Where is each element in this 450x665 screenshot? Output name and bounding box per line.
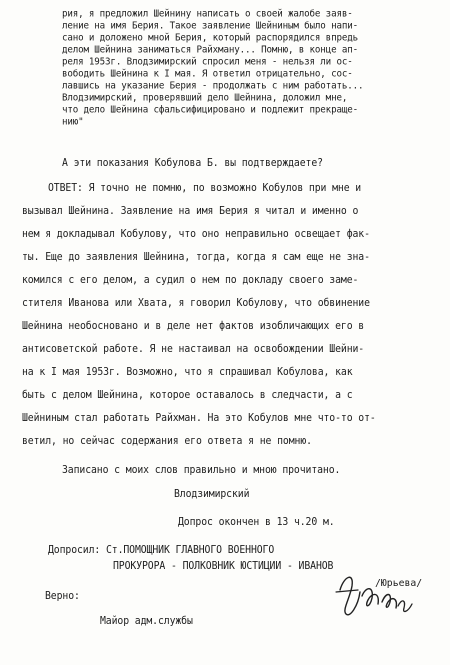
verified-label: Верно:: [45, 589, 80, 603]
answer-line-7: Шейнина необосновано и в деле нет фактов изобличающих его в: [22, 319, 365, 333]
answer-line-6: стителя Иванова или Хвата, я говорил Кобулову, что обвинение: [22, 296, 370, 310]
signatory-surname: Влодзимирский: [174, 487, 250, 501]
handwritten-signature: [332, 562, 442, 622]
question-line: А эти показания Кобулова Б. вы подтверждаете?: [62, 156, 323, 170]
quote-line-9: что дело Шейнина сфальсифицировано и подлежит прекраще-: [62, 103, 358, 116]
quote-line-3: сано и доложено мной Берия, который распорядился впредь: [62, 31, 358, 44]
answer-line-3: нем я докладывал Кобулову, что оно неправильно освещает фак-: [22, 227, 370, 241]
quote-line-10: нию": [62, 115, 84, 128]
answer-line-8: антисоветской работе. Я не настаивал на освобождении Шейни-: [22, 342, 365, 356]
answer-line-4: ты. Еще до заявления Шейнина, тогда, когда я сам еще не зна-: [22, 250, 370, 264]
quote-line-8: Влодзимирский, проверявший дело Шейнина, доложил мне,: [62, 91, 348, 104]
answer-line-5: комился с его делом, а судил о нем по докладу своего заме-: [22, 273, 359, 287]
interrogator-line-1: Допросил: Ст.ПОМОЩНИК ГЛАВНОГО ВОЕННОГО: [48, 543, 275, 557]
answer-line-9: на к I мая 1953г. Возможно, что я спрашивал Кобулова, как: [22, 365, 353, 379]
answer-line-10: быть с делом Шейнина, которое оставалось в следчасти, а с: [22, 388, 353, 402]
signer-name: /Юрьева/: [375, 578, 423, 589]
quote-line-6: вободить Шейнина к I мая. Я ответил отрицательно, сос-: [62, 67, 353, 80]
quote-line-5: реля 1953г. Влодзимирский спросил меня - нельзя ли ос-: [62, 55, 353, 68]
quote-line-4: делом Шейнина заниматься Райхману... Помню, в конце ап-: [62, 43, 358, 56]
answer-line-2: вызывал Шейнина. Заявление на имя Берия я читал и именно о: [22, 204, 359, 218]
rank-label: Майор адм.службы: [100, 614, 193, 628]
interrogator-line-2: ПРОКУРОРА - ПОЛКОВНИК ЮСТИЦИИ - ИВАНОВ: [113, 559, 334, 573]
answer-line-1: ОТВЕТ: Я точно не помню, по возможно Кобулов при мне и: [48, 181, 362, 195]
answer-line-12: ветил, но сейчас содержания его ответа я не помню.: [22, 434, 312, 448]
quote-line-2: ление на имя Берия. Такое заявление Шейниным было напи-: [62, 19, 358, 32]
interrogation-ended: Допрос окончен в 13 ч.20 м.: [178, 515, 335, 529]
quote-line-1: рия, я предложил Шейнину написать о своей жалобе заяв-: [62, 7, 353, 20]
quote-line-7: лавшись на указание Берия - продолжать с ним работать...: [62, 79, 364, 92]
recorded-statement: Записано с моих слов правильно и мною прочитано.: [62, 463, 341, 477]
answer-line-11: Шейниным стал работать Райхман. На это Кобулов мне что-то от-: [22, 411, 376, 425]
